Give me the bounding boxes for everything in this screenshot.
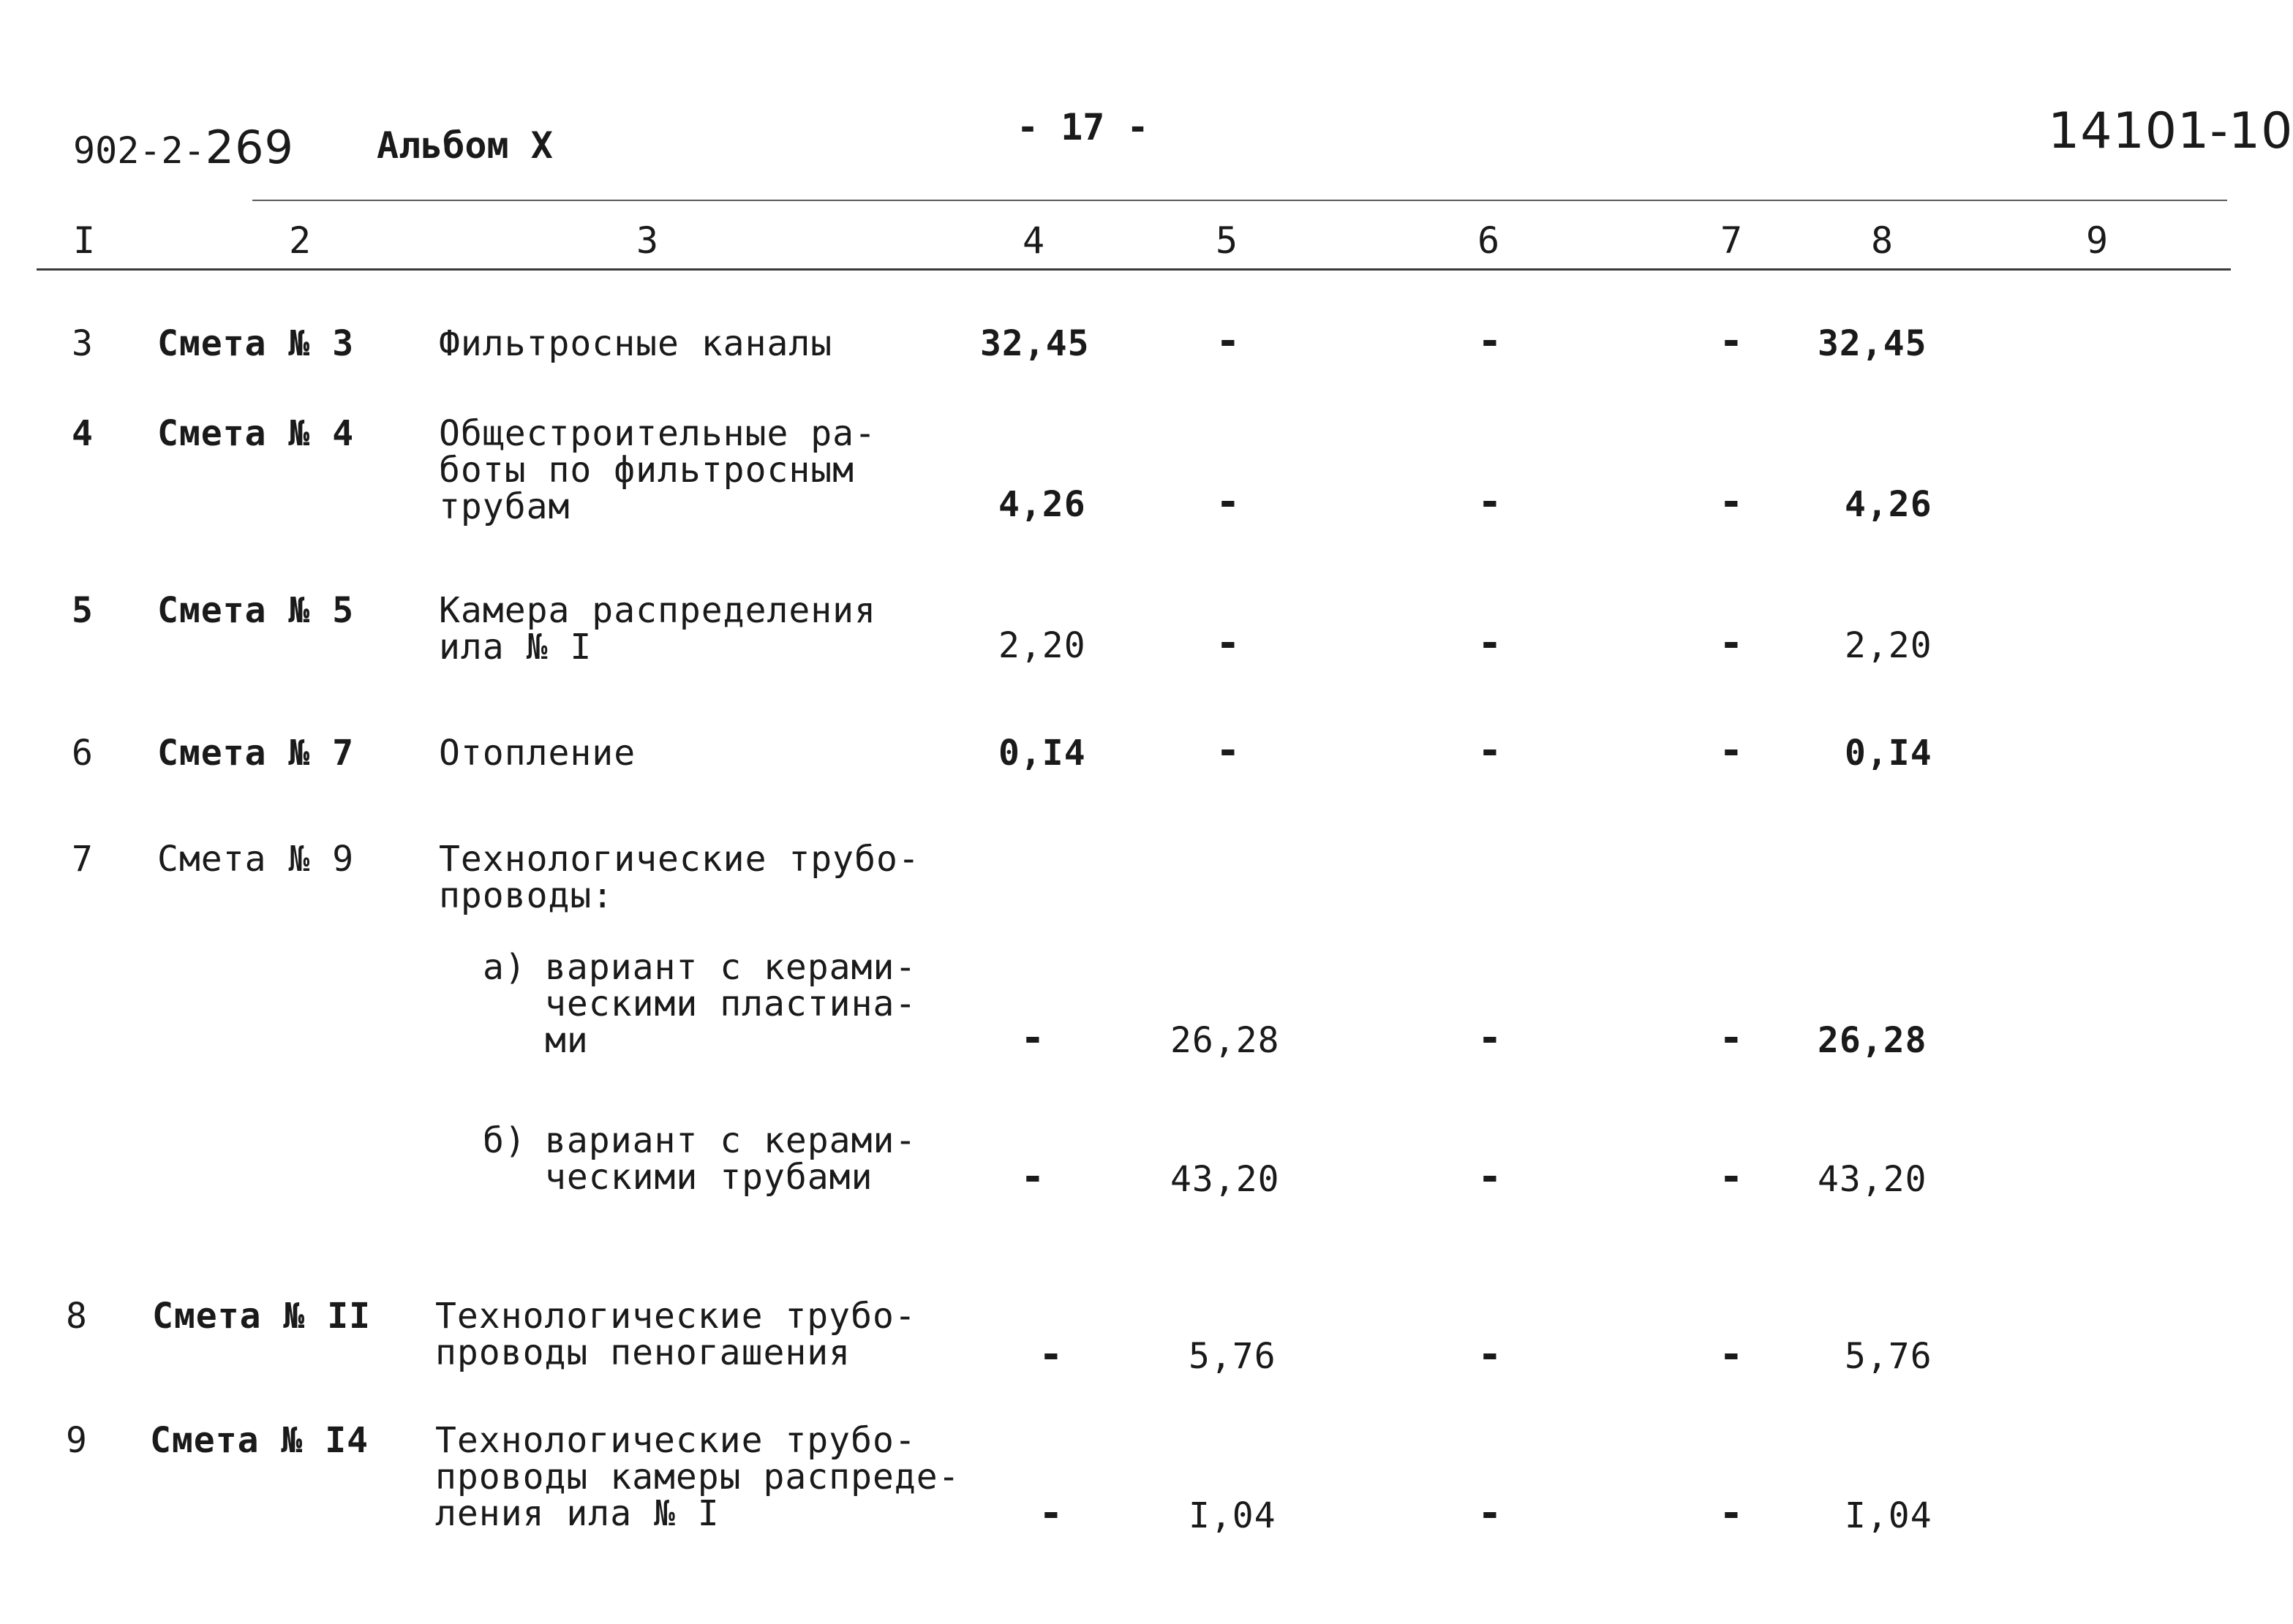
- row-col7: -: [1719, 478, 1744, 526]
- row-num: 6: [72, 733, 94, 774]
- row-description: вариант с керами- ческими трубами: [545, 1120, 917, 1198]
- row-col5: -: [1216, 619, 1241, 667]
- row-col4: -: [1039, 1489, 1064, 1537]
- row-col8: 32,45: [1818, 323, 1927, 364]
- col-header-5: 5: [1216, 219, 1238, 262]
- col-header-4: 4: [1023, 219, 1045, 262]
- sub-item-label: а): [483, 947, 527, 988]
- row-description: Фильтросные каналы: [439, 323, 833, 364]
- row-col8: I,04: [1845, 1495, 1932, 1536]
- row-col4: 32,45: [980, 323, 1090, 364]
- col-header-1: I: [73, 219, 96, 262]
- row-col5: I,04: [1189, 1495, 1276, 1536]
- col-header-6: 6: [1477, 219, 1500, 262]
- row-col7: -: [1719, 1014, 1744, 1062]
- row-col5: -: [1216, 727, 1241, 774]
- row-num: 8: [66, 1296, 88, 1337]
- row-col5: 43,20: [1170, 1159, 1280, 1200]
- row-num: 5: [72, 590, 94, 631]
- col-header-2: 2: [289, 219, 312, 262]
- page-number: - 17 -: [1017, 106, 1149, 148]
- row-num: 3: [72, 323, 94, 364]
- row-estimate: Смета № 3: [157, 323, 355, 364]
- row-col6: -: [1477, 1153, 1503, 1201]
- row-col7: -: [1719, 1489, 1744, 1537]
- row-col4: 4,26: [998, 484, 1086, 525]
- top-rule: [252, 200, 2227, 201]
- row-col6: -: [1477, 478, 1503, 526]
- col-header-7: 7: [1720, 219, 1743, 262]
- col-header-3: 3: [636, 219, 659, 262]
- row-col8: 43,20: [1818, 1159, 1927, 1200]
- row-description: Отопление: [439, 733, 636, 774]
- row-num: 7: [72, 839, 94, 880]
- row-description: вариант с керами- ческими пластина- ми: [545, 947, 917, 1061]
- row-col8: 26,28: [1818, 1020, 1927, 1061]
- row-col7: -: [1719, 727, 1744, 774]
- row-estimate: Смета № II: [152, 1296, 371, 1337]
- sub-item-label: б): [483, 1120, 527, 1161]
- row-col6: -: [1477, 1331, 1503, 1378]
- row-estimate: Смета № 7: [157, 733, 355, 774]
- row-col6: -: [1477, 727, 1503, 774]
- row-description: Камера распределения ила № I: [439, 590, 876, 668]
- row-col4: -: [1020, 1014, 1046, 1062]
- row-estimate: Смета № 4: [157, 413, 355, 454]
- row-col7: -: [1719, 317, 1744, 365]
- row-col4: 2,20: [998, 625, 1086, 666]
- row-col6: -: [1477, 317, 1503, 365]
- sheet-code: 14101-10: [2048, 102, 2293, 160]
- row-col4: 0,I4: [998, 733, 1086, 774]
- row-col7: -: [1719, 1331, 1744, 1378]
- row-description: Общестроительные ра- боты по фильтросным трубам: [439, 413, 876, 527]
- row-col5: -: [1216, 317, 1241, 365]
- doc-code-suffix: 269: [205, 121, 294, 174]
- row-estimate: Смета № I4: [150, 1420, 369, 1461]
- row-col5: 5,76: [1189, 1336, 1276, 1377]
- header-rule: [37, 268, 2231, 271]
- row-estimate: Смета № 9: [157, 839, 355, 880]
- row-col4: -: [1039, 1331, 1064, 1378]
- col-header-9: 9: [2086, 219, 2109, 262]
- album-label: Альбом X: [377, 124, 553, 167]
- row-col4: -: [1020, 1153, 1046, 1201]
- doc-code-prefix: 902-2-: [73, 129, 206, 172]
- row-col8: 0,I4: [1845, 733, 1932, 774]
- row-description: Технологические трубо- проводы:: [439, 839, 920, 916]
- row-col8: 4,26: [1845, 484, 1932, 525]
- row-col6: -: [1477, 619, 1503, 667]
- row-description: Технологические трубо- проводы камеры распреде- ления ила № I: [435, 1420, 960, 1534]
- row-description: Технологические трубо- проводы пеногашения: [435, 1296, 916, 1373]
- row-col7: -: [1719, 1153, 1744, 1201]
- row-num: 4: [72, 413, 94, 454]
- row-estimate: Смета № 5: [157, 590, 355, 631]
- row-col8: 2,20: [1845, 625, 1932, 666]
- row-col5: 26,28: [1170, 1020, 1280, 1061]
- row-col8: 5,76: [1845, 1336, 1932, 1377]
- doc-code: [73, 121, 294, 174]
- row-num: 9: [66, 1420, 88, 1461]
- col-header-8: 8: [1871, 219, 1894, 262]
- row-col5: -: [1216, 478, 1241, 526]
- row-col6: -: [1477, 1014, 1503, 1062]
- row-col6: -: [1477, 1489, 1503, 1537]
- row-col7: -: [1719, 619, 1744, 667]
